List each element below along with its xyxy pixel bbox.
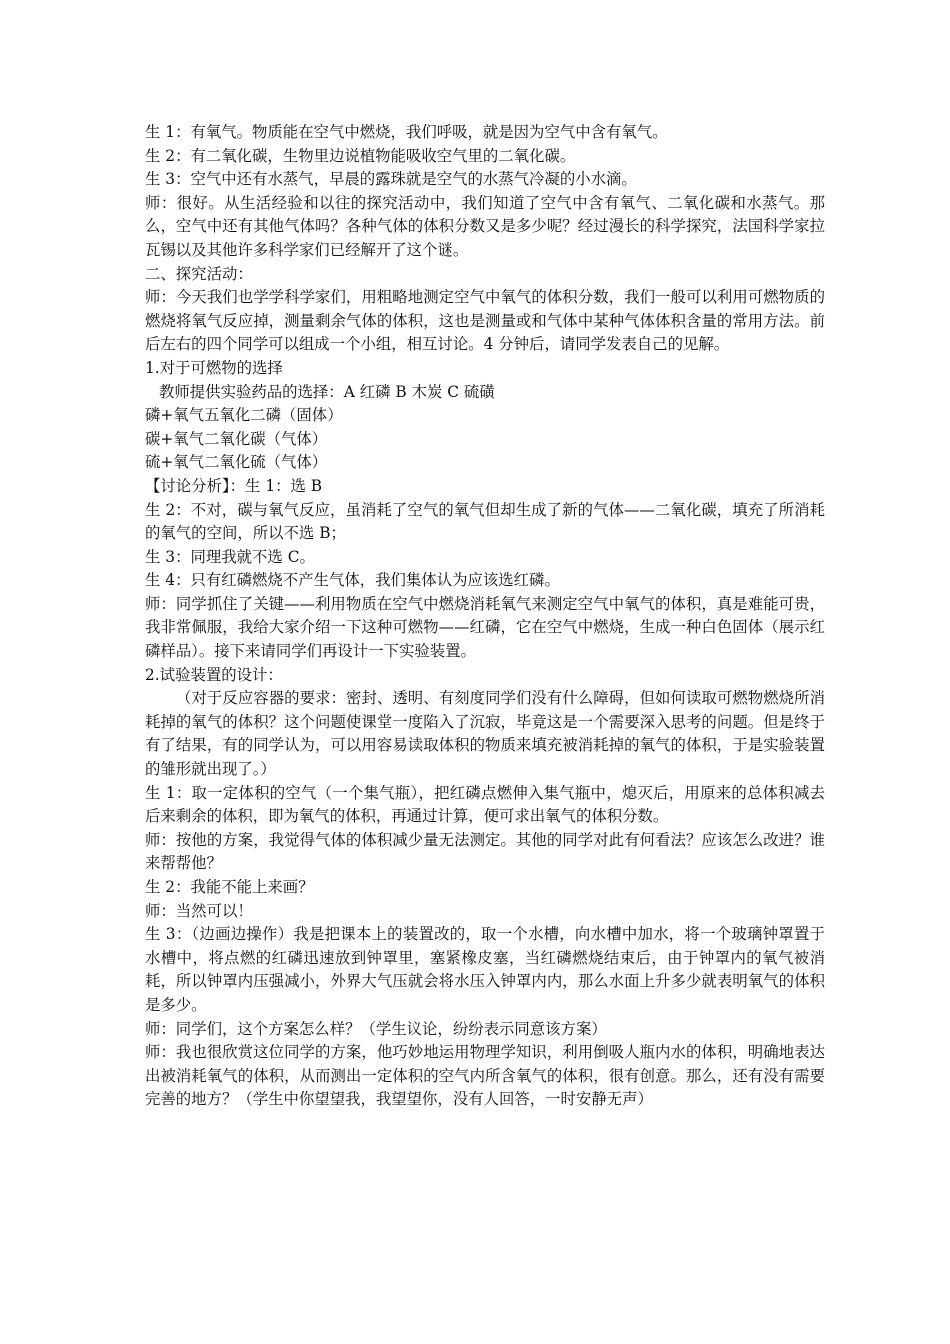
- equation-line: 碳+氧气二氧化碳（气体）: [145, 429, 328, 448]
- paragraph: 生 1：取一定体积的空气（一个集气瓶），把红磷点燃伸入集气瓶中，熄灭后，用原来的总体积减去后来剩余的体积，即为氧气的体积，再通过计算，便可求出氧气的体积分数。: [145, 783, 825, 826]
- equation-line: 硫+氧气二氧化硫（气体）: [145, 453, 328, 472]
- paragraph: 生 2：我能不能上来画？: [145, 878, 314, 896]
- paragraph: 师：很好。从生活经验和以往的探究活动中，我们知道了空气中含有氧气、二氧化碳和水蒸气。那么，空气中还有其他气体吗？各种气体的体积分数又是多少呢？经过漫长的科学探究，法国科学家拉瓦锡以及其他许多科学家们已经解开了这个谜。: [145, 193, 825, 259]
- paragraph: 生 1：有氧气。物质能在空气中燃烧，我们呼吸，就是因为空气中含有氧气。: [145, 123, 668, 141]
- paragraph: 师：当然可以！: [145, 901, 253, 920]
- paragraph: 教师提供实验药品的选择：A 红磷 B 木炭 C 硫磺: [159, 382, 495, 401]
- subsection-heading: 2.试验装置的设计：: [145, 665, 283, 684]
- paragraph: 师：我也很欣赏这位同学的方案，他巧妙地运用物理学知识，利用倒吸人瓶内水的体积，明确地表达出被消耗氧气的体积，从而测出一定体积的空气内所含氧气的体积，很有创意。那么，还有没有需要完善的地方？（学生中你望望我，我望望你，没有人回答，一时安静无声）: [145, 1043, 825, 1109]
- paragraph: 生 3：空气中还有水蒸气，早晨的露珠就是空气的水蒸气冷凝的小水滴。: [145, 170, 637, 189]
- paragraph: 生 3：同理我就不选 C。: [145, 547, 315, 566]
- paragraph: 生 2：不对，碳与氧气反应，虽消耗了空气的氧气但却生成了新的气体——二氧化碳，填充了所消耗的氧气的空间，所以不选 B；: [145, 500, 825, 543]
- equation-line: 磷+氧气五氧化二磷（固体）: [145, 406, 343, 425]
- paragraph: （对于反应容器的要求：密封、透明、有刻度同学们没有什么障碍，但如何读取可燃物燃烧所消耗掉的氧气的体积？这个问题使课堂一度陷入了沉寂，毕竟这是一个需要深入思考的问题。但是终于有了结果，有的同学认为，可以用容易读取体积的物质来填充被消耗掉的氧气的体积，于是实验装置的雏形就出现了。）: [145, 689, 825, 779]
- paragraph: 师：按他的方案，我觉得气体的体积减少量无法测定。其他的同学对此有何看法？应该怎么改进？谁来帮帮他？: [145, 830, 825, 873]
- paragraph: 生 2：有二氧化碳，生物里边说植物能吸收空气里的二氧化碳。: [145, 146, 576, 165]
- subsection-heading: 1.对于可燃物的选择: [145, 358, 283, 377]
- document-body: [145, 121, 825, 1112]
- section-heading: 二、探究活动：: [145, 264, 253, 283]
- paragraph: 师：今天我们也学学科学家们，用粗略地测定空气中氧气的体积分数，我们一般可以利用可燃物质的燃烧将氧气反应掉，测量剩余气体的体积，这也是测量或和气体中某种气体体积含量的常用方法。前后左右的四个同学可以组成一个小组，相互讨论。4 分钟后，请同学发表自己的见解。: [145, 288, 825, 354]
- paragraph: 生 3：（边画边操作）我是把课本上的装置改的，取一个水槽，向水槽中加水，将一个玻璃钟罩置于水槽中，将点燃的红磷迅速放到钟罩里，塞紧橡皮塞，当红磷燃烧结束后，由于钟罩内的氧气被消耗，所以钟罩内压强减小，外界大气压就会将水压入钟罩内内，那么水面上升多少就表明氧气的体积是多少。: [145, 925, 825, 1014]
- paragraph: 生 4：只有红磷燃烧不产生气体，我们集体认为应该选红磷。: [145, 571, 560, 590]
- paragraph: 师：同学们，这个方案怎么样？（学生议论，纷纷表示同意该方案）: [145, 1019, 607, 1038]
- paragraph: 【讨论分析】：生 1：选 B: [145, 476, 323, 495]
- paragraph: 师：同学抓住了关键——利用物质在空气中燃烧消耗氧气来测定空气中氧气的体积，真是难能可贵，我非常佩服，我给大家介绍一下这种可燃物——红磷，它在空气中燃烧，生成一种白色固体（展示红磷样品）。接下来请同学们再设计一下实验装置。: [145, 594, 825, 661]
